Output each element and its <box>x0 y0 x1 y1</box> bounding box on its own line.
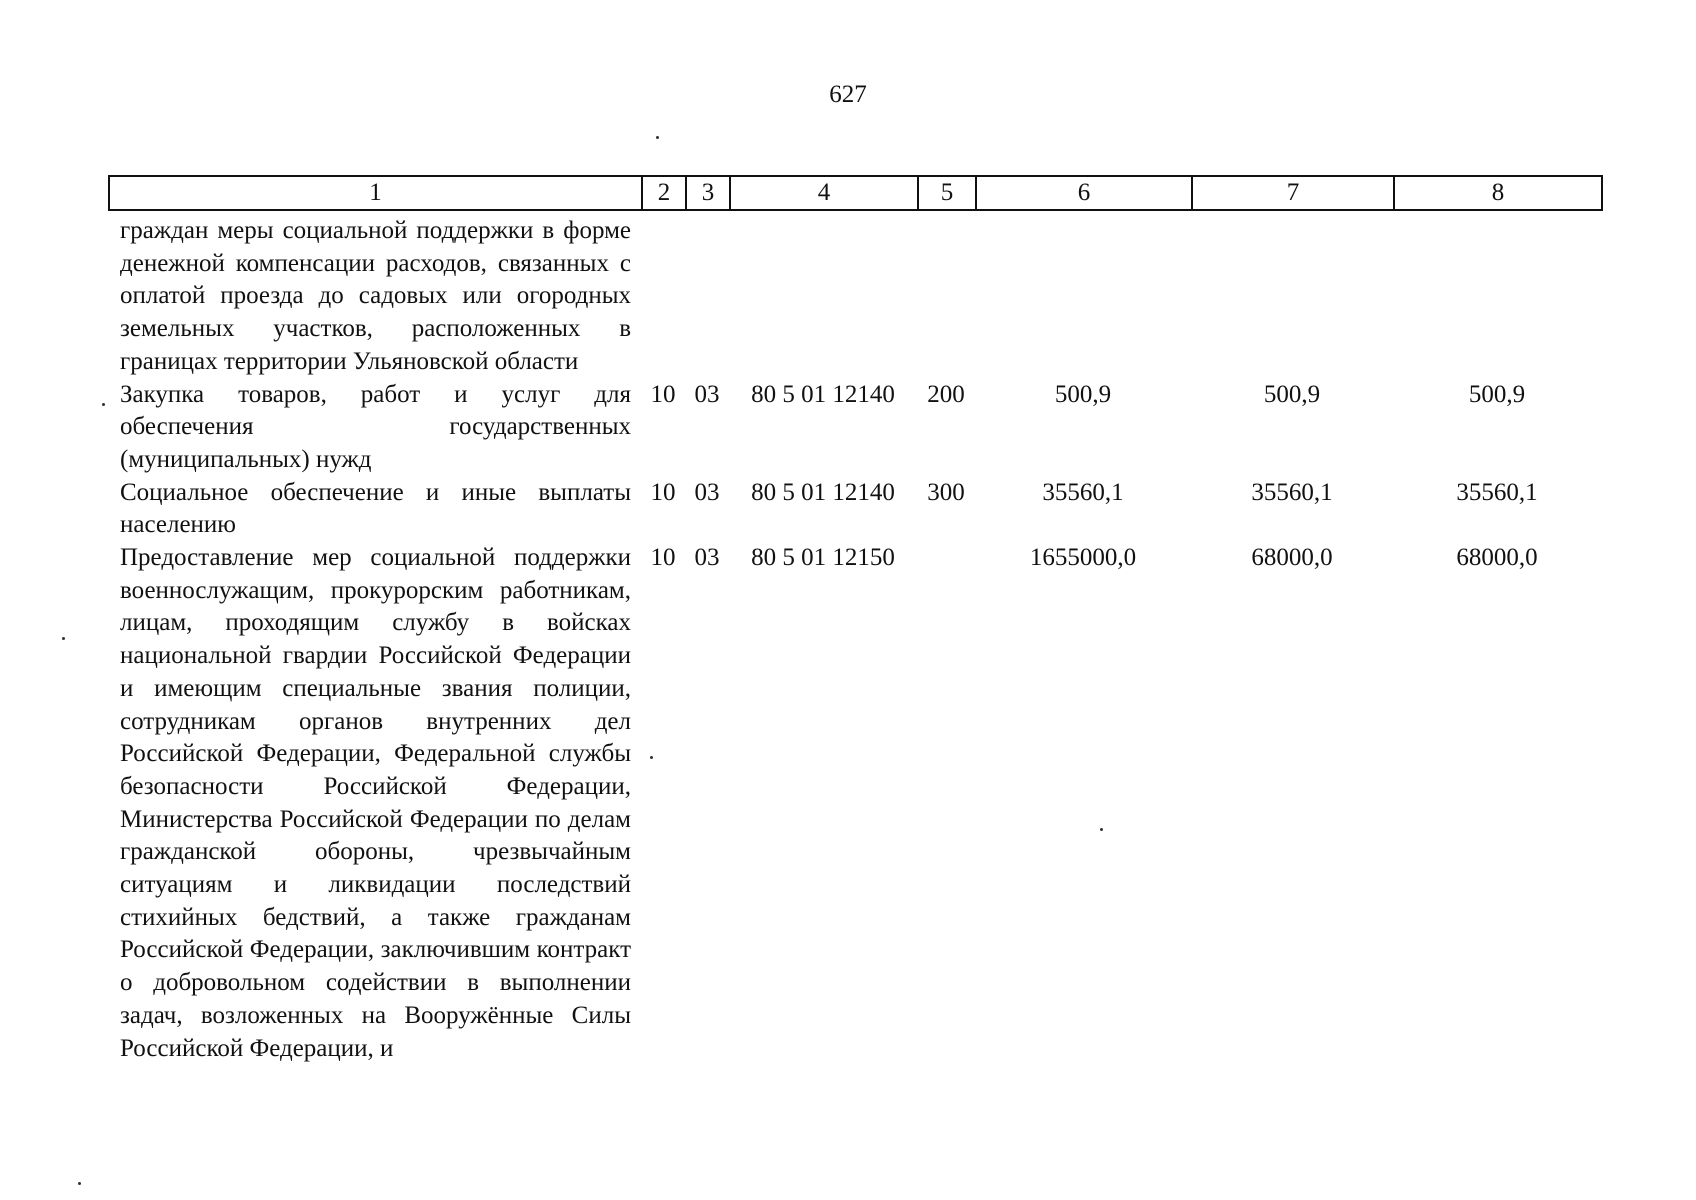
row-amount-7: 500,9 <box>1263 380 1321 408</box>
row-amount-8 <box>1393 215 1601 379</box>
header-col-5: 5 <box>918 176 976 210</box>
row-amount-6 <box>975 215 1191 379</box>
row-subsection: 03 <box>694 478 720 506</box>
row-subsection: 03 <box>694 544 720 572</box>
scan-speck <box>62 637 65 640</box>
header-col-7: 7 <box>1192 176 1394 210</box>
row-target-code <box>729 215 917 379</box>
row-description <box>108 215 641 379</box>
row-section: 10 <box>650 478 676 506</box>
row-description <box>108 542 641 1065</box>
page-number: 627 <box>829 81 867 108</box>
table-row <box>108 215 1601 379</box>
scan-speck <box>656 136 659 139</box>
row-amount-6: 35560,1 <box>1042 478 1124 506</box>
header-col-8: 8 <box>1394 176 1602 210</box>
budget-table <box>108 215 1601 1065</box>
row-amount-6: 1655000,0 <box>1029 544 1137 572</box>
scan-speck <box>78 1182 81 1185</box>
row-section: 10 <box>650 544 676 572</box>
header-col-2: 2 <box>642 176 686 210</box>
row-description <box>108 477 641 542</box>
table-row <box>108 477 1601 542</box>
column-number-header <box>108 175 1603 211</box>
row-section: 10 <box>650 380 676 408</box>
row-expense-type: 200 <box>927 380 965 408</box>
header-col-1: 1 <box>109 176 642 210</box>
row-target-code: 80 5 01 12140 <box>751 478 895 506</box>
row-amount-8: 68000,0 <box>1456 544 1538 572</box>
row-description-text: Закупка товаров, работ и услуг для обеспечения государственных (муниципальных) нужд <box>120 380 631 473</box>
table-row <box>108 542 1601 1065</box>
row-amount-8: 35560,1 <box>1456 478 1538 506</box>
row-target-code: 80 5 01 12140 <box>751 380 895 408</box>
table-row <box>108 379 1601 477</box>
row-amount-7 <box>1191 215 1393 379</box>
row-expense-type <box>917 542 975 1065</box>
row-expense-type: 300 <box>927 478 965 506</box>
row-subsection: 03 <box>694 380 720 408</box>
row-amount-7: 68000,0 <box>1251 544 1333 572</box>
row-description-text: граждан меры социальной поддержки в форме денежной компенсации расходов, связанных с оплатой проезда до садовых или огородных земельных участков, расположенных в границах территории Ульяновской области <box>120 217 631 375</box>
header-col-4: 4 <box>730 176 918 210</box>
scan-speck <box>102 403 105 406</box>
row-subsection <box>685 215 729 379</box>
row-expense-type <box>917 215 975 379</box>
row-section <box>641 215 685 379</box>
header-col-6: 6 <box>976 176 1192 210</box>
row-amount-6: 500,9 <box>1054 380 1112 408</box>
row-amount-8: 500,9 <box>1468 380 1526 408</box>
row-description <box>108 379 641 477</box>
row-target-code: 80 5 01 12150 <box>751 544 895 572</box>
row-amount-7: 35560,1 <box>1251 478 1333 506</box>
header-col-3: 3 <box>686 176 730 210</box>
row-description-text: Предоставление мер социальной поддержки военнослужащим, прокурорским работникам, лицам, проходящим службу в войсках национальной гвардии Российской Федерации и имеющим специальные звания полиции, сотрудникам органов внутренних дел Российской Федерации, Федеральной службы безопасности Российской Федерации, Министерства Российской Федерации по делам гражданской обороны, чрезвычайным ситуациям и ликвидации последствий стихийных бедствий, а также гражданам Российской Федерации, заключившим контракт о добровольном содействии в выполнении задач, возложенных на Вооружённые Силы Российской Федерации, и <box>120 544 631 1062</box>
row-description-text: Социальное обеспечение и иные выплаты населению <box>120 478 631 539</box>
